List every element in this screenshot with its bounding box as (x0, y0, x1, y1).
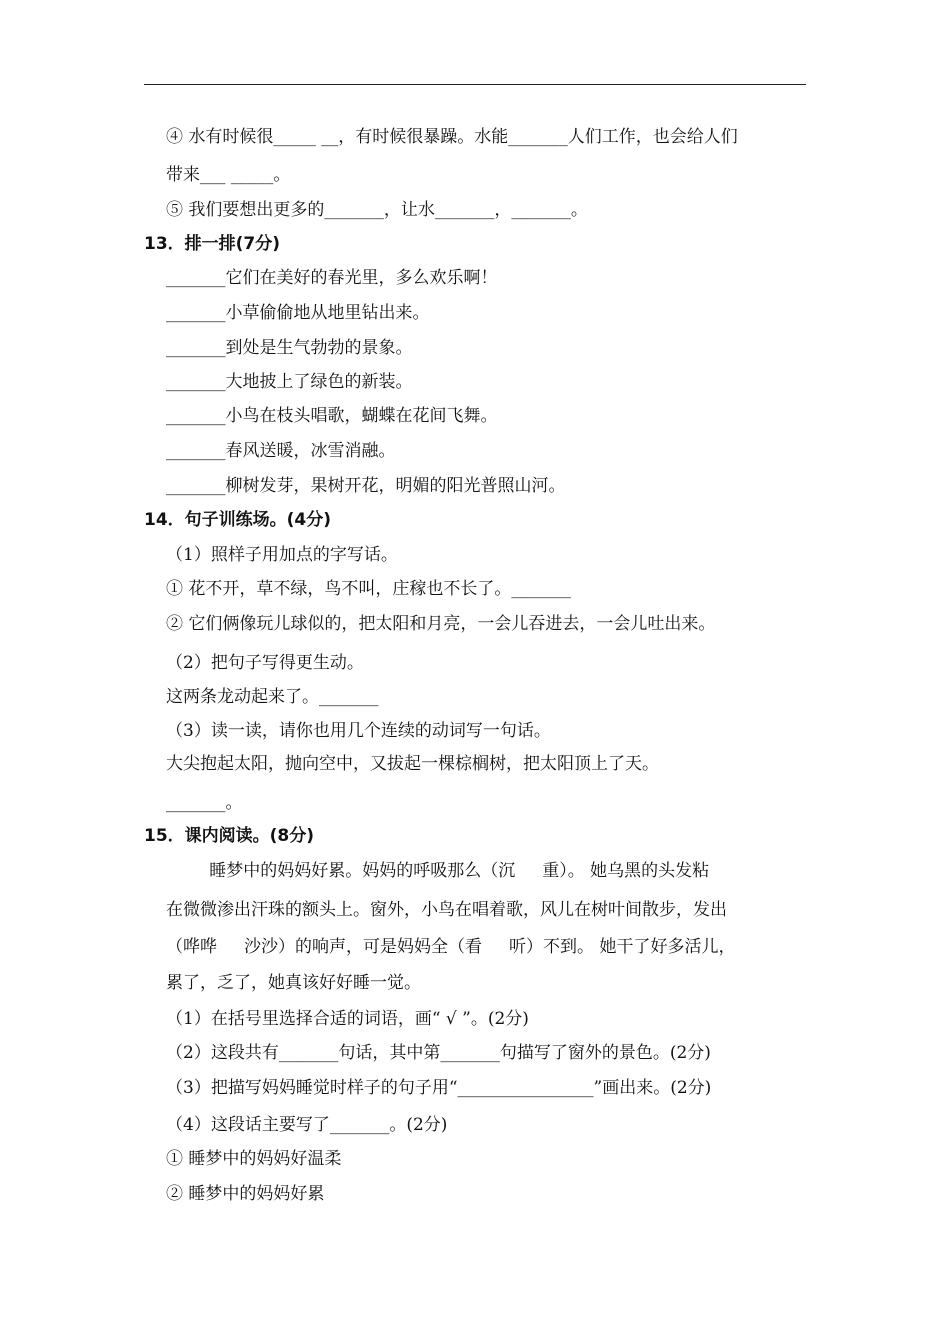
q14-sub2: （2）把句子写得更生动。 (166, 653, 364, 673)
q13-sentence: _______到处是生气勃勃的景象。 (166, 338, 413, 358)
q14-sub1: （1）照样子用加点的字写话。 (166, 545, 398, 565)
q15-heading: 15．课内阅读。(8分) (144, 826, 315, 846)
q14-sub3: （3）读一读，请你也用几个连续的动词写一句话。 (166, 721, 551, 741)
q12-item5: ⑤ 我们要想出更多的_______，让水_______，_______。 (166, 200, 588, 220)
q12-item4-line1: ④ 水有时候很_____ __，有时候很暴躁。水能_______人们工作，也会给人们 (166, 127, 738, 147)
q14-sub1-item2: ② 它们俩像玩儿球似的，把太阳和月亮，一会儿吞进去，一会儿吐出来。 (166, 614, 716, 634)
q15-sub2: （2）这段共有_______句话，其中第_______句描写了窗外的景色。(2分) (166, 1043, 711, 1063)
q14-sub2-sentence: 这两条龙动起来了。_______ (166, 687, 379, 707)
q13-sentence: _______柳树发芽，果树开花，明媚的阳光普照山河。 (166, 476, 566, 496)
q13-sentence: _______小鸟在枝头唱歌，蝴蝶在花间飞舞。 (166, 406, 498, 426)
q13-sentence: _______春风送暖，冰雪消融。 (166, 441, 396, 461)
q13-sentence: _______小草偷偷地从地里钻出来。 (166, 303, 430, 323)
q13-sentence: _______大地披上了绿色的新装。 (166, 372, 413, 392)
q14-sub3-answer: _______。 (166, 793, 243, 813)
q15-passage-line: 睡梦中的妈妈好累。妈妈的呼吸那么（沉 重）。 她乌黑的头发粘 (166, 861, 710, 881)
q14-sub1-item1: ① 花不开，草不绿，鸟不叫，庄稼也不长了。_______ (166, 579, 571, 599)
q12-item4-line2: 带来___ _____。 (166, 165, 291, 185)
q15-option-1: ① 睡梦中的妈妈好温柔 (166, 1149, 342, 1169)
q13-sentence: _______它们在美好的春光里，多么欢乐啊！ (166, 268, 498, 288)
header-rule (144, 84, 806, 85)
q15-passage-line: 在微微渗出汗珠的额头上。窗外，小鸟在唱着歌，风儿在树叶间散步，发出 (166, 900, 727, 920)
q15-sub1: （1）在括号里选择合适的词语，画“ √ ”。(2分) (166, 1009, 529, 1029)
q15-sub3: （3）把描写妈妈睡觉时样子的句子用“________________”画出来。(2分) (166, 1078, 712, 1098)
q15-passage-line: （哗哗 沙沙）的响声，可是妈妈全（看 听）不到。 她干了好多活儿， (166, 937, 736, 957)
q14-sub3-example: 大尖抱起太阳，抛向空中，又拔起一棵棕榈树，把太阳顶上了天。 (166, 754, 659, 774)
q14-heading: 14．句子训练场。(4分) (144, 510, 332, 530)
q15-option-2: ② 睡梦中的妈妈好累 (166, 1184, 325, 1204)
q13-heading: 13．排一排(7分) (144, 234, 281, 254)
q15-passage-line: 累了，乏了，她真该好好睡一觉。 (166, 973, 421, 993)
q15-sub4: （4）这段话主要写了_______。(2分) (166, 1115, 448, 1135)
